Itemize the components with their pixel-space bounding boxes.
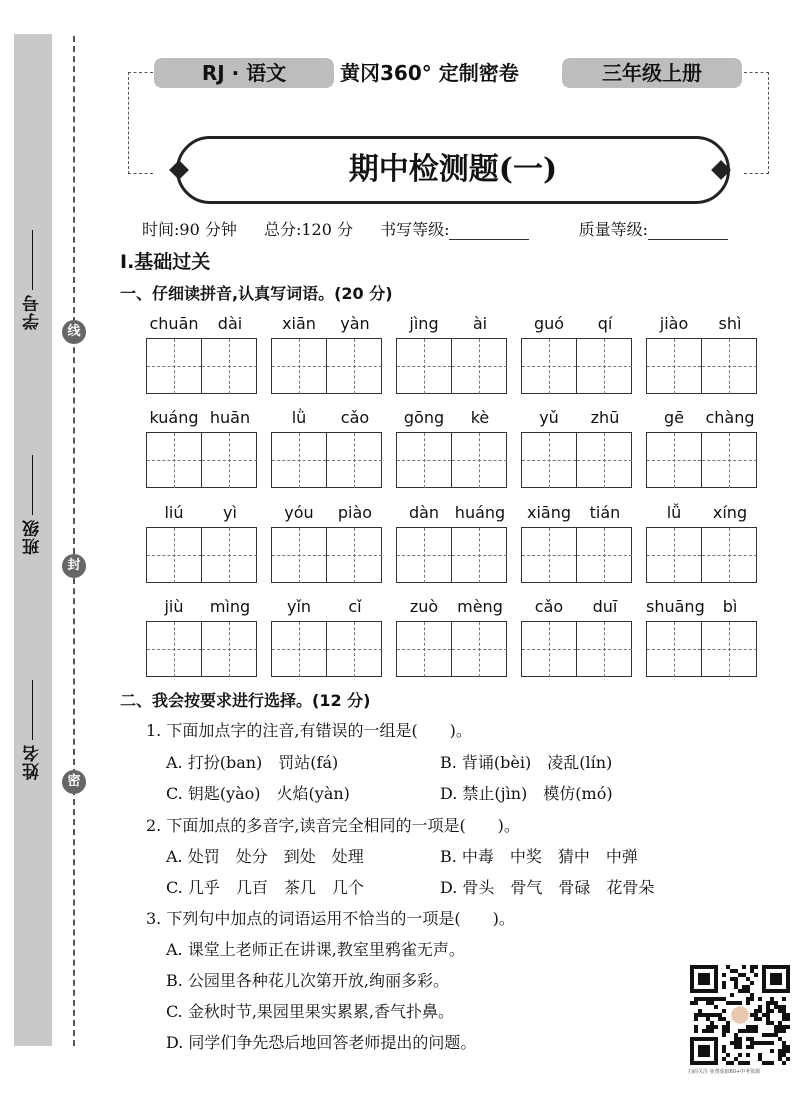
grid-cell[interactable] xyxy=(397,339,452,394)
q2-3-option-d[interactable]: D. 同学们争先恐后地回答老师提出的问题。 xyxy=(166,1033,477,1052)
writing-grid[interactable] xyxy=(146,527,257,583)
pinyin-syllable: kè xyxy=(470,408,490,427)
grid-cell[interactable] xyxy=(577,622,632,677)
grid-cell[interactable] xyxy=(147,528,202,583)
pinyin-syllable: yóu xyxy=(284,503,314,522)
writing-grid[interactable] xyxy=(396,338,507,394)
series-tag: RJ · 语文 xyxy=(154,58,334,88)
pinyin-syllable: mìng xyxy=(209,597,251,616)
writing-grade-label: 书写等级: xyxy=(380,220,551,239)
pinyin-syllable: guó xyxy=(533,314,565,333)
pinyin-syllable: xiāng xyxy=(526,503,571,522)
qr-caption: 扫码关注 免费获取60+中考资源 xyxy=(688,1069,761,1075)
grid-cell[interactable] xyxy=(272,433,327,488)
grid-cell[interactable] xyxy=(327,433,382,488)
grid-cell[interactable] xyxy=(577,433,632,488)
q2-3-option-a[interactable]: A. 课堂上老师正在讲课,教室里鸦雀无声。 xyxy=(166,940,465,959)
pinyin-syllable: chàng xyxy=(705,408,755,427)
pinyin-syllable: tián xyxy=(589,503,621,522)
pinyin-syllable: yì xyxy=(223,503,237,522)
writing-grid[interactable] xyxy=(521,621,632,677)
q2-1-option-a[interactable]: A. 打扮(ban) 罚站(fá) xyxy=(166,753,339,772)
pinyin-syllable: cǎo xyxy=(340,408,370,427)
q2-3-stem: 3. 下列句中加点的词语运用不恰当的一项是( )。 xyxy=(146,909,515,928)
pinyin-syllable: ài xyxy=(472,314,488,333)
pinyin-syllable: huáng xyxy=(454,503,506,522)
grid-cell[interactable] xyxy=(702,433,757,488)
writing-grid[interactable] xyxy=(646,527,757,583)
writing-grid[interactable] xyxy=(646,621,757,677)
writing-grid[interactable] xyxy=(271,338,382,394)
grid-cell[interactable] xyxy=(327,339,382,394)
grid-cell[interactable] xyxy=(522,339,577,394)
header-bracket-left xyxy=(128,72,153,174)
writing-grid[interactable] xyxy=(396,621,507,677)
writing-grade-blank[interactable] xyxy=(449,225,529,240)
grid-cell[interactable] xyxy=(272,622,327,677)
grade-tag: 三年级上册 xyxy=(562,58,742,88)
class-field[interactable]: 班级 xyxy=(20,455,46,555)
pinyin-syllable: jiù xyxy=(164,597,184,616)
writing-grid[interactable] xyxy=(521,527,632,583)
quality-grade-label: 质量等级: xyxy=(579,220,750,239)
writing-grid[interactable] xyxy=(271,527,382,583)
q2-2-option-a[interactable]: A. 处罚 处分 到处 处理 xyxy=(166,847,364,866)
pinyin-syllable: zhū xyxy=(590,408,620,427)
cut-line xyxy=(73,36,75,1046)
pinyin-syllable: shuāng xyxy=(646,597,705,616)
exam-meta xyxy=(142,217,772,240)
writing-grid[interactable] xyxy=(646,432,757,488)
writing-grid[interactable] xyxy=(521,432,632,488)
grid-cell[interactable] xyxy=(202,433,257,488)
pinyin-syllable: jiào xyxy=(659,314,689,333)
pinyin-syllable: jìng xyxy=(409,314,439,333)
grid-cell[interactable] xyxy=(522,433,577,488)
name-field[interactable]: 姓名 xyxy=(20,680,46,780)
pinyin-syllable: yǐn xyxy=(286,597,312,616)
pinyin-syllable: dài xyxy=(217,314,243,333)
q2-1-option-b[interactable]: B. 背诵(bèi) 凌乱(lín) xyxy=(440,753,613,772)
part-title: Ⅰ.基础过关 xyxy=(120,251,211,273)
grid-cell[interactable] xyxy=(202,339,257,394)
grid-cell[interactable] xyxy=(397,622,452,677)
grid-cell[interactable] xyxy=(272,528,327,583)
grid-cell[interactable] xyxy=(702,339,757,394)
grid-cell[interactable] xyxy=(647,339,702,394)
grid-cell[interactable] xyxy=(327,622,382,677)
q2-2-option-c[interactable]: C. 几乎 几百 茶几 几个 xyxy=(166,878,364,897)
total-score: 总分:120 分 xyxy=(263,220,353,239)
grid-cell[interactable] xyxy=(202,622,257,677)
grid-cell[interactable] xyxy=(397,433,452,488)
pinyin-syllable: gē xyxy=(664,408,684,427)
time-limit: 时间:90 分钟 xyxy=(142,220,237,239)
pinyin-syllable: cǐ xyxy=(348,597,362,616)
q2-2-option-b[interactable]: B. 中毒 中奖 猜中 中弹 xyxy=(440,847,638,866)
qr-code-icon[interactable] xyxy=(690,965,790,1065)
grid-cell[interactable] xyxy=(147,433,202,488)
grid-cell[interactable] xyxy=(147,339,202,394)
q2-3-option-c[interactable]: C. 金秋时节,果园里果实累累,香气扑鼻。 xyxy=(166,1002,455,1021)
grid-cell[interactable] xyxy=(577,528,632,583)
writing-grid[interactable] xyxy=(396,527,507,583)
pinyin-syllable: chuān xyxy=(149,314,199,333)
writing-grid[interactable] xyxy=(146,621,257,677)
quality-grade-blank[interactable] xyxy=(648,225,728,240)
grid-cell[interactable] xyxy=(452,622,507,677)
grid-cell[interactable] xyxy=(647,528,702,583)
grid-cell[interactable] xyxy=(647,622,702,677)
pinyin-syllable: lǚ xyxy=(666,503,682,522)
q2-2-stem: 2. 下面加点的多音字,读音完全相同的一项是( )。 xyxy=(146,816,520,835)
pinyin-syllable: xiān xyxy=(282,314,316,333)
pinyin-syllable: gōng xyxy=(403,408,445,427)
seal-seal-mark: 封 xyxy=(62,554,86,578)
q2-heading: 二、我会按要求进行选择。(12 分) xyxy=(120,691,371,710)
pinyin-syllable: yàn xyxy=(340,314,370,333)
writing-grid[interactable] xyxy=(271,432,382,488)
grid-cell[interactable] xyxy=(452,339,507,394)
pinyin-syllable: dàn xyxy=(408,503,440,522)
grid-cell[interactable] xyxy=(522,622,577,677)
grid-cell[interactable] xyxy=(327,528,382,583)
q2-1-option-d[interactable]: D. 禁止(jìn) 模仿(mó) xyxy=(440,784,613,803)
pinyin-syllable: huān xyxy=(209,408,251,427)
header-bracket-right xyxy=(744,72,769,174)
grid-cell[interactable] xyxy=(397,528,452,583)
writing-grid[interactable] xyxy=(646,338,757,394)
pinyin-syllable: cǎo xyxy=(534,597,564,616)
pinyin-syllable: yǔ xyxy=(539,408,559,427)
pinyin-syllable: shì xyxy=(718,314,742,333)
brand-title: 黄冈360° 定制密卷 xyxy=(340,61,519,85)
grid-cell[interactable] xyxy=(147,622,202,677)
pinyin-syllable: xíng xyxy=(712,503,748,522)
grid-cell[interactable] xyxy=(272,339,327,394)
student-no-field[interactable]: 学号 xyxy=(20,230,46,330)
pinyin-syllable: qí xyxy=(597,314,613,333)
writing-grid[interactable] xyxy=(521,338,632,394)
writing-grid[interactable] xyxy=(396,432,507,488)
pinyin-syllable: zuò xyxy=(409,597,439,616)
q2-2-option-d[interactable]: D. 骨头 骨气 骨碌 花骨朵 xyxy=(440,878,655,897)
q2-3-option-b[interactable]: B. 公园里各种花儿次第开放,绚丽多彩。 xyxy=(166,971,450,990)
grid-cell[interactable] xyxy=(702,622,757,677)
grid-cell[interactable] xyxy=(647,433,702,488)
writing-grid[interactable] xyxy=(146,432,257,488)
pinyin-syllable: bì xyxy=(722,597,738,616)
grid-cell[interactable] xyxy=(577,339,632,394)
grid-cell[interactable] xyxy=(202,528,257,583)
pinyin-syllable: liú xyxy=(164,503,184,522)
q2-1-option-c[interactable]: C. 钥匙(yào) 火焰(yàn) xyxy=(166,784,350,803)
pinyin-syllable: piào xyxy=(337,503,373,522)
grid-cell[interactable] xyxy=(452,528,507,583)
pinyin-syllable: kuáng xyxy=(149,408,199,427)
seal-secret-mark: 密 xyxy=(62,770,86,794)
exam-title: 期中检测题(一) xyxy=(176,136,730,204)
grid-cell[interactable] xyxy=(522,528,577,583)
writing-grid[interactable] xyxy=(271,621,382,677)
seal-line-mark: 线 xyxy=(62,320,86,344)
pinyin-syllable: duī xyxy=(592,597,618,616)
pinyin-syllable: mèng xyxy=(457,597,503,616)
pinyin-syllable: lǜ xyxy=(291,408,307,427)
q1-heading: 一、仔细读拼音,认真写词语。(20 分) xyxy=(120,284,393,303)
grid-cell[interactable] xyxy=(452,433,507,488)
writing-grid[interactable] xyxy=(146,338,257,394)
grid-cell[interactable] xyxy=(702,528,757,583)
q2-1-stem: 1. 下面加点字的注音,有错误的一组是( )。 xyxy=(146,721,472,740)
